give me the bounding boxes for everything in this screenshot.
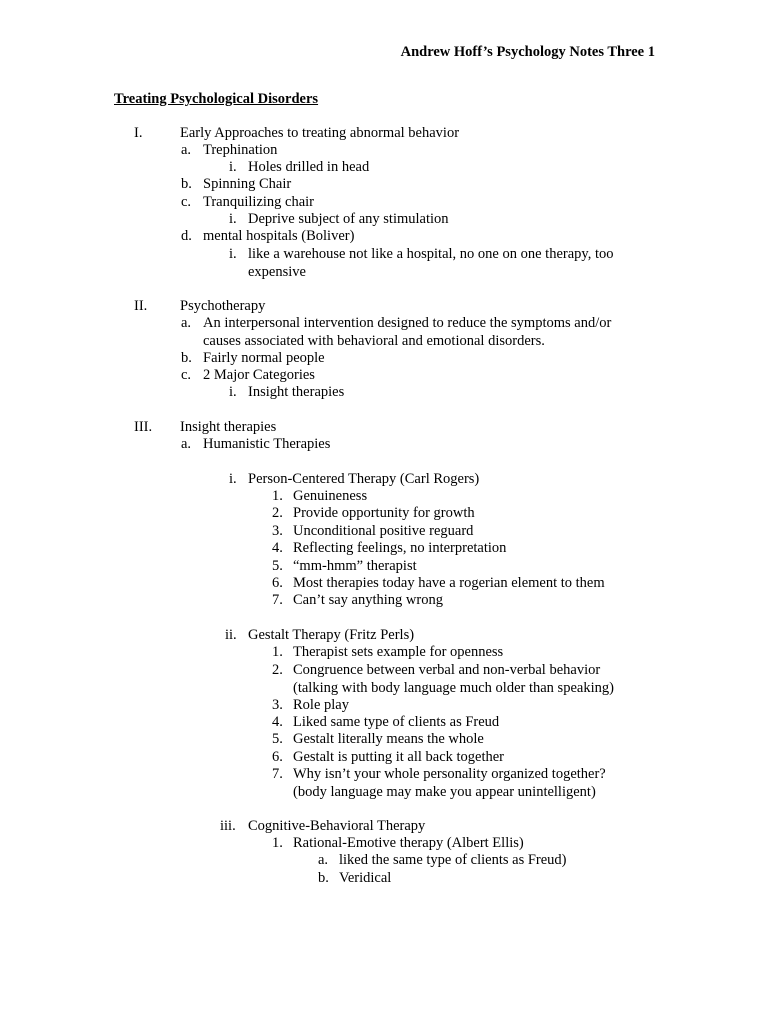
outline-text: liked the same type of clients as Freud) bbox=[339, 852, 567, 868]
outline-marker: ii. bbox=[225, 627, 237, 643]
outline-text: Rational-Emotive therapy (Albert Ellis) bbox=[293, 835, 524, 851]
outline-text: Role play bbox=[293, 697, 349, 713]
outline-text: Holes drilled in head bbox=[248, 159, 370, 175]
outline-text: Tranquilizing chair bbox=[203, 194, 315, 210]
outline-text: Gestalt is putting it all back together bbox=[293, 749, 505, 765]
outline-text: Therapist sets example for openness bbox=[293, 644, 504, 660]
outline-marker: i. bbox=[229, 246, 237, 262]
outline-marker: 5. bbox=[272, 731, 283, 747]
outline-marker: a. bbox=[181, 142, 192, 158]
outline-text: Early Approaches to treating abnormal behavior bbox=[180, 125, 460, 141]
outline-text: Veridical bbox=[339, 870, 392, 886]
outline-text: Insight therapies bbox=[180, 419, 277, 435]
outline-text: (talking with body language much older than speaking) bbox=[293, 680, 614, 696]
outline-marker: b. bbox=[181, 350, 192, 366]
outline-marker: 6. bbox=[272, 749, 283, 765]
outline-marker: 2. bbox=[272, 662, 283, 678]
outline-text: Cognitive-Behavioral Therapy bbox=[248, 818, 426, 834]
outline-marker: 1. bbox=[272, 835, 283, 851]
outline-text: Can’t say anything wrong bbox=[293, 592, 443, 608]
outline-marker: III. bbox=[134, 419, 153, 435]
outline-marker: 5. bbox=[272, 558, 283, 574]
outline-text: Spinning Chair bbox=[203, 176, 292, 192]
outline-marker: 3. bbox=[272, 523, 283, 539]
outline-text: An interpersonal intervention designed to reduce the symptoms and/or bbox=[203, 315, 612, 331]
outline-marker: 4. bbox=[272, 714, 283, 730]
outline-marker: 1. bbox=[272, 488, 283, 504]
outline-text: Unconditional positive reguard bbox=[293, 523, 474, 539]
outline-text: Trephination bbox=[203, 142, 278, 158]
outline-marker: i. bbox=[229, 211, 237, 227]
outline-marker: 1. bbox=[272, 644, 283, 660]
outline-text: Gestalt literally means the whole bbox=[293, 731, 484, 747]
outline-text: Liked same type of clients as Freud bbox=[293, 714, 500, 730]
outline-text: mental hospitals (Boliver) bbox=[203, 228, 355, 244]
outline-text: Psychotherapy bbox=[180, 298, 266, 314]
outline-marker: I. bbox=[134, 125, 143, 141]
outline-marker: i. bbox=[229, 471, 237, 487]
outline-text: Gestalt Therapy (Fritz Perls) bbox=[248, 627, 415, 643]
outline-text: Genuineness bbox=[293, 488, 368, 504]
outline-marker: II. bbox=[134, 298, 148, 314]
outline-marker: b. bbox=[181, 176, 192, 192]
outline-text: Reflecting feelings, no interpretation bbox=[293, 540, 507, 556]
outline-marker: d. bbox=[181, 228, 192, 244]
outline-text: expensive bbox=[248, 264, 306, 280]
document-title: Treating Psychological Disorders bbox=[114, 91, 319, 107]
outline-text: “mm-hmm” therapist bbox=[293, 558, 417, 574]
outline-text: Provide opportunity for growth bbox=[293, 505, 475, 521]
outline-text: Insight therapies bbox=[248, 384, 345, 400]
outline-marker: 3. bbox=[272, 697, 283, 713]
outline-marker: a. bbox=[181, 436, 192, 452]
outline-marker: a. bbox=[318, 852, 329, 868]
outline-text: (body language may make you appear unintelligent) bbox=[293, 784, 596, 800]
outline-marker: 4. bbox=[272, 540, 283, 556]
outline-text: Why isn’t your whole personality organized together? bbox=[293, 766, 606, 782]
outline-text: causes associated with behavioral and emotional disorders. bbox=[203, 333, 545, 349]
outline-text: Person-Centered Therapy (Carl Rogers) bbox=[248, 471, 480, 487]
outline-marker: i. bbox=[229, 159, 237, 175]
outline-marker: b. bbox=[318, 870, 329, 886]
outline-text: Fairly normal people bbox=[203, 350, 325, 366]
outline-marker: 6. bbox=[272, 575, 283, 591]
outline-text: Most therapies today have a rogerian element to them bbox=[293, 575, 605, 591]
outline-marker: iii. bbox=[220, 818, 236, 834]
outline-marker: 2. bbox=[272, 505, 283, 521]
outline-marker: a. bbox=[181, 315, 192, 331]
outline-marker: i. bbox=[229, 384, 237, 400]
outline-marker: 7. bbox=[272, 766, 283, 782]
outline-text: Deprive subject of any stimulation bbox=[248, 211, 449, 227]
running-header: Andrew Hoff’s Psychology Notes Three 1 bbox=[400, 44, 655, 60]
outline-marker: c. bbox=[181, 367, 192, 383]
outline-marker: 7. bbox=[272, 592, 283, 608]
outline-marker: c. bbox=[181, 194, 192, 210]
outline-text: Congruence between verbal and non-verbal behavior bbox=[293, 662, 601, 678]
outline-text: like a warehouse not like a hospital, no one on one therapy, too bbox=[248, 246, 614, 262]
outline-text: Humanistic Therapies bbox=[203, 436, 331, 452]
outline-text: 2 Major Categories bbox=[203, 367, 315, 383]
